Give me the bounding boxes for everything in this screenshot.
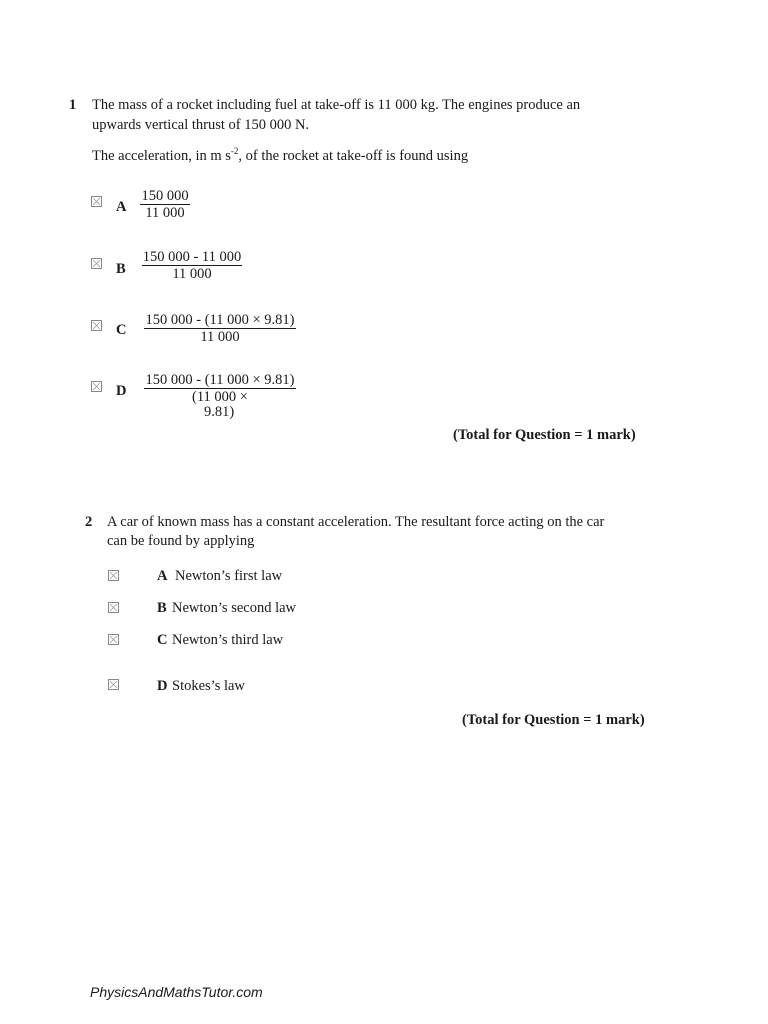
question-total: (Total for Question = 1 mark)	[453, 427, 636, 443]
acceleration-prompt: The acceleration, in m $s^{-2}$, of the rocket at take-off is found using	[92, 146, 469, 164]
footer-site-name: PhysicsAndMathsTutor.com	[90, 984, 263, 1000]
numerator: 150 000 - (11 000 × 9.81)	[145, 372, 295, 388]
answer-checkbox[interactable]	[91, 381, 102, 392]
cross-icon	[92, 382, 101, 391]
cross-icon	[109, 603, 118, 612]
cross-icon	[109, 680, 118, 689]
option-letter: A	[116, 199, 127, 215]
answer-checkbox[interactable]	[108, 570, 119, 581]
numerator: 150 000 - (11 000 × 9.81)	[145, 312, 295, 328]
cross-icon	[92, 321, 101, 330]
denominator-line-1: (11 000 ×	[192, 389, 248, 405]
denominator: 11 000	[145, 205, 185, 221]
question-text-line-1: The mass of a rocket including fuel at take-off is 11 000 kg. The engines produce an	[92, 97, 581, 113]
fraction	[140, 312, 300, 345]
answer-checkbox[interactable]	[108, 634, 119, 645]
question-total: (Total for Question = 1 mark)	[462, 712, 645, 728]
question-text-line-1: A car of known mass has a constant acceleration. The resultant force acting on the car	[107, 514, 605, 530]
option-letter: C	[116, 322, 127, 338]
cross-icon	[92, 259, 101, 268]
fraction	[140, 249, 244, 282]
question-number: 2	[85, 514, 93, 530]
answer-checkbox[interactable]	[91, 320, 102, 331]
cross-icon	[109, 635, 118, 644]
denominator-line-2: 9.81)	[204, 404, 235, 420]
option-text: Newton’s third law	[172, 632, 284, 648]
option-letter: A	[157, 568, 168, 584]
answer-checkbox[interactable]	[108, 602, 119, 613]
question-number: 1	[69, 97, 77, 113]
numerator: 150 000 - 11 000	[142, 249, 242, 265]
option-text: Newton’s second law	[172, 600, 297, 616]
question-text-line-2: upwards vertical thrust of 150 000 N.	[92, 117, 310, 133]
option-letter: B	[157, 600, 167, 616]
fraction	[140, 188, 190, 221]
answer-checkbox[interactable]	[91, 258, 102, 269]
option-letter: B	[116, 261, 126, 277]
cross-icon	[92, 197, 101, 206]
denominator: 11 000	[200, 329, 240, 345]
answer-checkbox[interactable]	[91, 196, 102, 207]
option-letter: C	[157, 632, 168, 648]
option-text: Stokes’s law	[172, 678, 245, 694]
answer-checkbox[interactable]	[108, 679, 119, 690]
denominator: 11 000	[172, 266, 212, 282]
fraction	[140, 372, 300, 405]
option-text: Newton’s first law	[175, 568, 283, 584]
option-letter: D	[157, 678, 168, 694]
option-letter: D	[116, 383, 127, 399]
numerator: 150 000	[141, 188, 189, 204]
cross-icon	[109, 571, 118, 580]
question-text-line-2: can be found by applying	[107, 533, 255, 549]
